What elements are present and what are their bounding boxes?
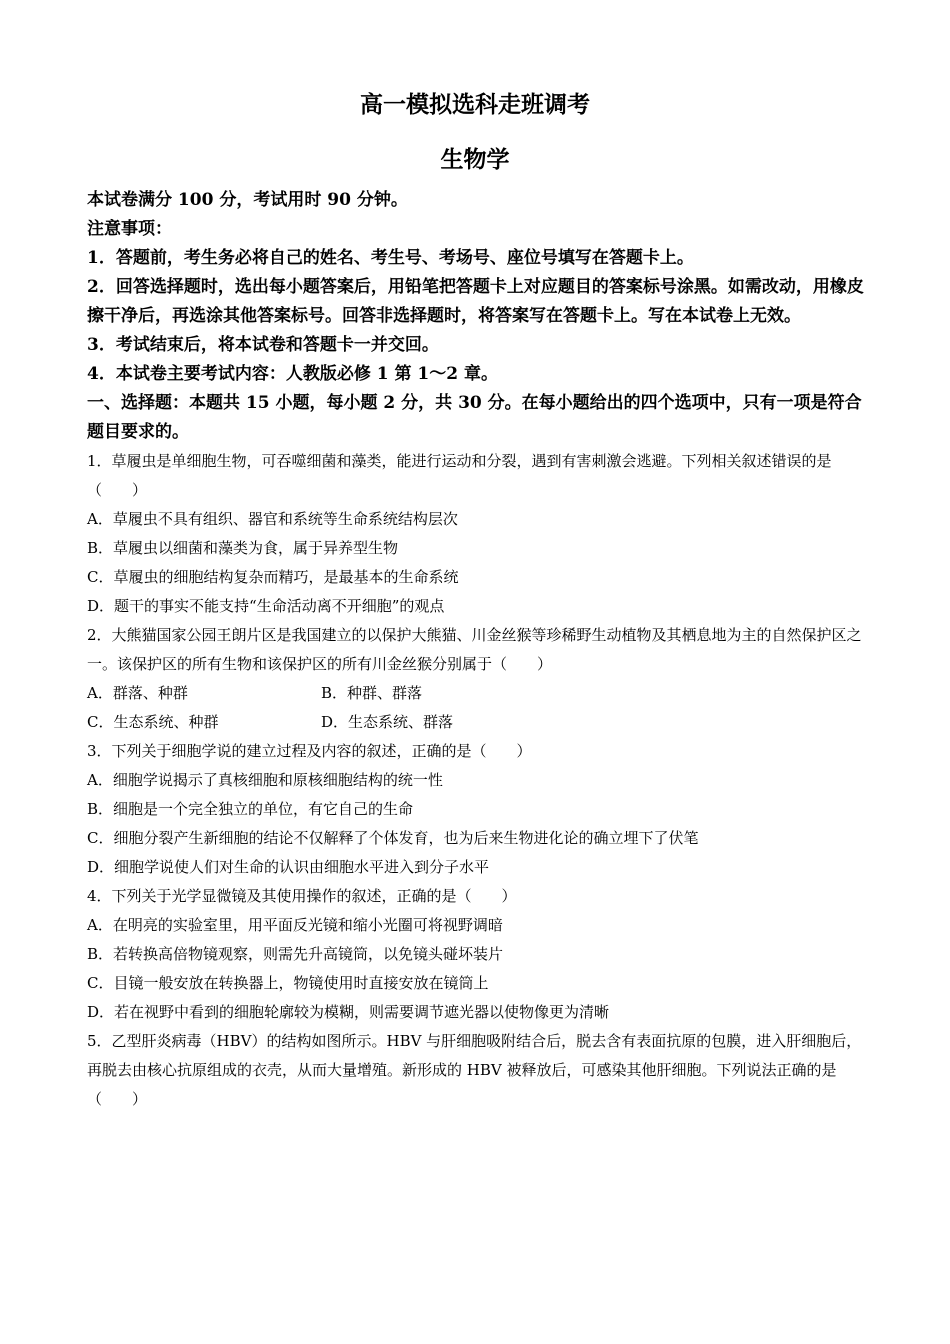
option-b: B．若转换高倍物镜观察，则需先升高镜筒，以免镜头碰坏装片 <box>87 945 504 963</box>
option-d: D．细胞学说使人们对生命的认识由细胞水平进入到分子水平 <box>87 858 490 876</box>
option-b: B．种群、群落 <box>321 684 423 702</box>
notice-heading: 注意事项： <box>87 219 172 239</box>
question-stem: 3．下列关于细胞学说的建立过程及内容的叙述，正确的是（ ） <box>87 742 532 760</box>
option-b: B．细胞是一个完全独立的单位，有它自己的生命 <box>87 800 414 818</box>
question-3 <box>87 737 865 882</box>
question-2 <box>87 621 865 737</box>
question-5 <box>87 1027 865 1114</box>
question-stem: 5．乙型肝炎病毒（HBV）的结构如图所示。HBV 与肝细胞吸附结合后，脱去含有表面抗原的包膜，进入肝细胞后，再脱去由核心抗原组成的衣壳，从而大量增殖。新形成的 HBV 被释放后，可感染其他肝细胞。下列说法正确的是（ ） <box>87 1032 862 1108</box>
option-a: A．细胞学说揭示了真核细胞和原核细胞结构的统一性 <box>87 771 443 789</box>
option-a: A．在明亮的实验室里，用平面反光镜和缩小光圈可将视野调暗 <box>87 916 503 934</box>
subject-title: 生物学 <box>440 146 510 173</box>
option-c: C．生态系统、种群 <box>87 713 219 731</box>
score-line: 本试卷满分 100 分，考试用时 90 分钟。 <box>87 190 408 210</box>
option-a: A．草履虫不具有组织、器官和系统等生命系统结构层次 <box>87 510 458 528</box>
option-d: D．题干的事实不能支持“生命活动离不开细胞”的观点 <box>87 597 445 615</box>
question-stem: 2．大熊猫国家公园王朗片区是我国建立的以保护大熊猫、川金丝猴等珍稀野生动植物及其栖息地为主的自然保护区之一。该保护区的所有生物和该保护区的所有川金丝猴分别属于（ ） <box>87 626 862 673</box>
notice-item: 2．回答选择题时，选出每小题答案后，用铅笔把答题卡上对应题目的答案标号涂黑。如需改动，用橡皮擦干净后，再选涂其他答案标号。回答非选择题时，将答案写在答题卡上。写在本试卷上无效。 <box>87 277 864 326</box>
option-b: B．草履虫以细菌和藻类为食，属于异养型生物 <box>87 539 399 557</box>
option-d: D．生态系统、群落 <box>321 713 454 731</box>
question-stem: 1．草履虫是单细胞生物，可吞噬细菌和藻类，能进行运动和分裂，遇到有害刺激会逃避。下列相关叙述错误的是（ ） <box>87 452 832 499</box>
option-d: D．若在视野中看到的细胞轮廓较为模糊，则需要调节遮光器以使物像更为清晰 <box>87 1003 610 1021</box>
notice-item: 4．本试卷主要考试内容：人教版必修 1 第 1～2 章。 <box>87 364 498 384</box>
option-row <box>87 679 865 708</box>
exam-title: 高一模拟选科走班调考 <box>360 91 590 118</box>
notice-item: 1．答题前，考生务必将自己的姓名、考生号、考场号、座位号填写在答题卡上。 <box>87 248 694 268</box>
option-row <box>87 708 865 737</box>
section-heading: 一、选择题：本题共 15 小题，每小题 2 分，共 30 分。在每小题给出的四个选项中，只有一项是符合题目要求的。 <box>87 393 862 442</box>
question-4 <box>87 882 865 1027</box>
option-c: C．目镜一般安放在转换器上，物镜使用时直接安放在镜筒上 <box>87 974 489 992</box>
option-c: C．细胞分裂产生新细胞的结论不仅解释了个体发育，也为后来生物进化论的确立埋下了伏笔 <box>87 829 699 847</box>
option-a: A．群落、种群 <box>87 684 188 702</box>
notice-item: 3．考试结束后，将本试卷和答题卡一并交回。 <box>87 335 439 355</box>
question-1 <box>87 447 865 621</box>
option-c: C．草履虫的细胞结构复杂而精巧，是最基本的生命系统 <box>87 568 459 586</box>
question-stem: 4．下列关于光学显微镜及其使用操作的叙述，正确的是（ ） <box>87 887 517 905</box>
exam-content <box>87 186 865 1114</box>
